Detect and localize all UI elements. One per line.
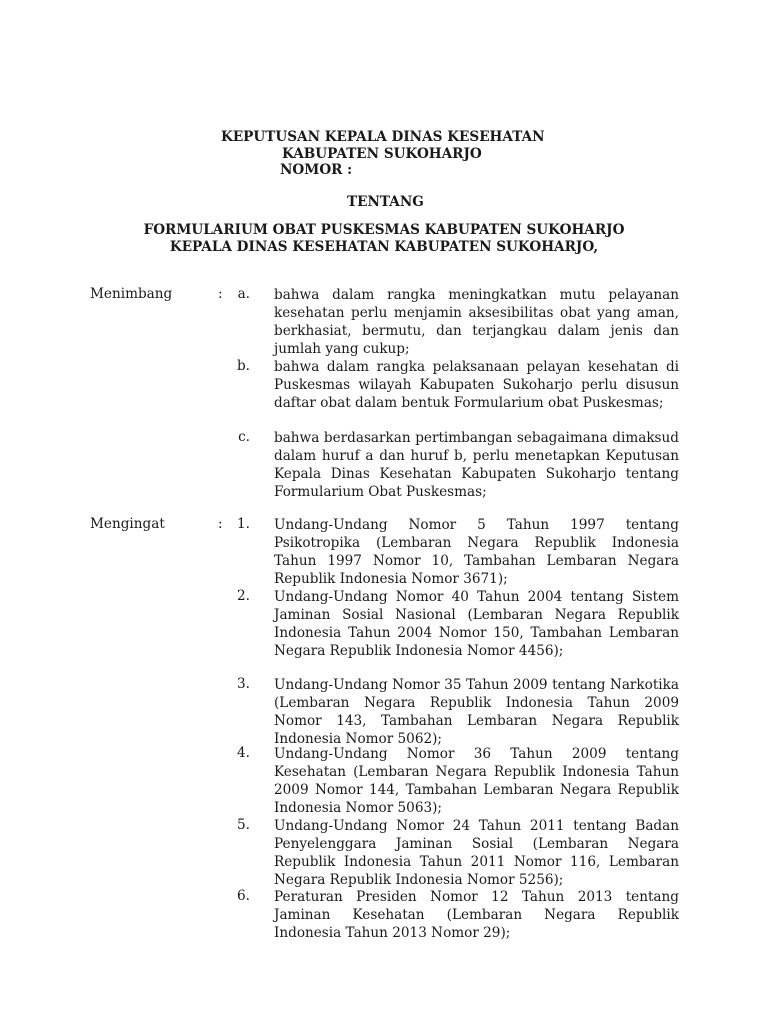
item-text: Undang-Undang Nomor 24 Tahun 2011 tentang Badan Penyelenggara Jaminan Sosial (Lembaran Negara Republik Indonesia Tahun 2011 Nomor 116, Lembaran Negara Republik Indonesia Nomor 5256); (274, 818, 679, 888)
item-marker: 5. (237, 817, 250, 833)
item-text: bahwa berdasarkan pertimbangan sebagaimana dimaksud dalam huruf a dan huruf b, perlu menetapkan Keputusan Kepala Dinas Kesehatan Kabupaten Sukoharjo tentang Formularium Obat Puskesmas; (274, 430, 679, 500)
subject-line-2: KEPALA DINAS KESEHATAN KABUPATEN SUKOHARJO, (169, 239, 599, 255)
menimbang-colon: : (218, 286, 223, 302)
title-line-2: KABUPATEN SUKOHARJO (282, 146, 482, 162)
item-text: Undang-Undang Nomor 35 Tahun 2009 tentang Narkotika (Lembaran Negara Republik Indonesia Tahun 2009 Nomor 143, Tambahan Lembaran Negara Republik Indonesia Nomor 5062); (274, 677, 679, 747)
item-marker: 2. (237, 588, 250, 604)
item-marker: 6. (237, 888, 250, 904)
mengingat-label: Mengingat (90, 516, 165, 532)
item-text: Undang-Undang Nomor 36 Tahun 2009 tentang Kesehatan (Lembaran Negara Republik Indonesia Tahun 2009 Nomor 144, Tambahan Lembaran Negara Republik Indonesia Nomor 5063); (274, 746, 679, 816)
item-marker: c. (238, 429, 250, 445)
title-line-1: KEPUTUSAN KEPALA DINAS KESEHATAN (221, 129, 545, 145)
item-text: Undang-Undang Nomor 5 Tahun 1997 tentang Psikotropika (Lembaran Negara Republik Indonesia Tahun 1997 Nomor 10, Tambahan Lembaran Negara Republik Indonesia Nomor 3671); (274, 517, 679, 587)
item-marker: a. (237, 286, 250, 302)
tentang-heading: TENTANG (347, 194, 424, 210)
item-marker: 3. (237, 676, 250, 692)
subject-line-1: FORMULARIUM OBAT PUSKESMAS KABUPATEN SUKOHARJO (143, 222, 625, 238)
item-text: bahwa dalam rangka meningkatkan mutu pelayanan kesehatan perlu menjamin aksesibilitas obat yang aman, berkhasiat, bermutu, dan terjangkau dalam jenis dan jumlah yang cukup; (274, 287, 679, 357)
item-text: Peraturan Presiden Nomor 12 Tahun 2013 tentang Jaminan Kesehatan (Lembaran Negara Republik Indonesia Tahun 2013 Nomor 29); (274, 889, 679, 941)
item-marker: 1. (237, 516, 250, 532)
item-marker: 4. (237, 745, 250, 761)
item-text: bahwa dalam rangka pelaksanaan pelayan kesehatan di Puskesmas wilayah Kabupaten Sukoharjo perlu disusun daftar obat dalam bentuk Formularium obat Puskesmas; (274, 359, 679, 411)
nomor-line: NOMOR : (280, 162, 353, 178)
menimbang-label: Menimbang (90, 286, 173, 302)
item-marker: b. (236, 358, 250, 374)
mengingat-colon: : (218, 516, 223, 532)
item-text: Undang-Undang Nomor 40 Tahun 2004 tentang Sistem Jaminan Sosial Nasional (Lembaran Negara Republik Indonesia Tahun 2004 Nomor 150, Tambahan Lembaran Negara Republik Indonesia Nomor 4456); (274, 589, 679, 659)
